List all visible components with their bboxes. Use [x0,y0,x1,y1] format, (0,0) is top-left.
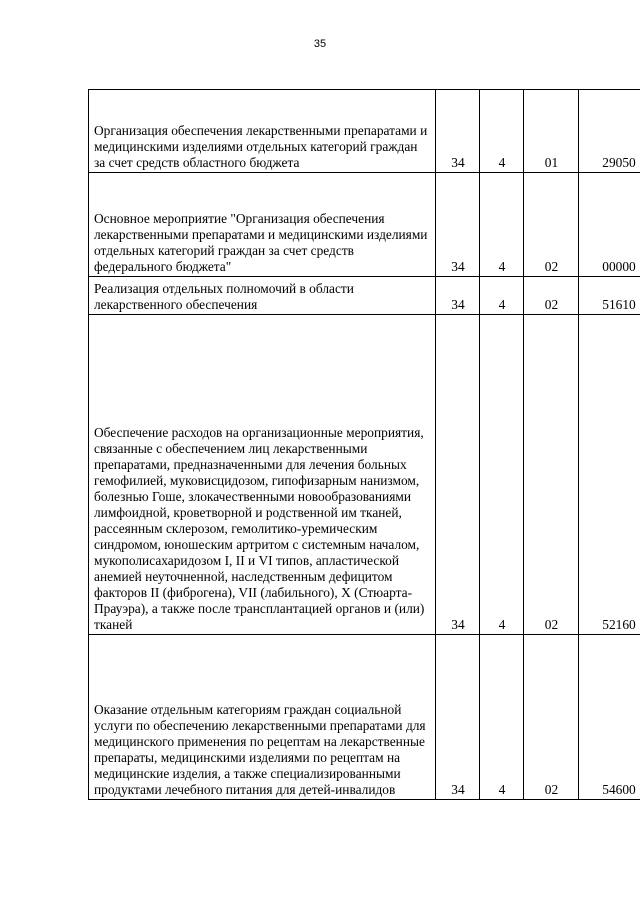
program-code-cell: 34 [436,315,480,635]
row-name: Оказание отдельным категориям граждан социальной услуги по обеспечению лекарственными препаратами для медицинского применения по рецептам на лекарственные препараты, медицинскими изделиями по рецептам на медицинские изделия, а также специализированными продуктами лечебного питания для детей-инвалидов [89,635,436,800]
direction-code-cell: 51610 [579,277,640,315]
subprogram-code-cell: 4 [480,173,524,277]
program-code-cell: 34 [436,173,480,277]
row-name: Организация обеспечения лекарственными препаратами и медицинскими изделиями отдельных категорий граждан за счет средств областного бюджета [89,90,436,173]
direction-code-cell: 00000 [579,173,640,277]
table-row [89,315,640,635]
table-row [89,173,640,277]
budget-classification-table [88,89,640,800]
subprogram-code-cell: 4 [480,315,524,635]
subprogram-code-cell: 4 [480,277,524,315]
event-code-cell: 02 [524,277,579,315]
page-number: 35 [313,38,327,50]
direction-code-cell: 52160 [579,315,640,635]
row-name: Обеспечение расходов на организационные мероприятия, связанные с обеспечением лиц лекарственными препаратами, предназначенными для лечения больных гемофилией, муковисцидозом, гипофизарным нанизмом, болезнью Гоше, злокачественными новообразованиями лимфоидной, кроветворной и родственной им тканей, рассеянным склерозом, гемолитико-уремическим синдромом, юношеским артритом с системным началом, мукополисахаридозом I, II и VI типов, апластической анемией неуточненной, наследственным дефицитом факторов II (фиброгена), VII (лабильного), X (Стюарта-Прауэра), а также после трансплантацией органов и (или) тканей [89,315,436,635]
direction-code-cell: 54600 [579,635,640,800]
program-code-cell: 34 [436,90,480,173]
event-code-cell: 01 [524,90,579,173]
row-name: Основное мероприятие "Организация обеспечения лекарственными препаратами и медицинскими изделиями отдельных категорий граждан за счет средств федерального бюджета" [89,173,436,277]
event-code-cell: 02 [524,173,579,277]
table-row [89,90,640,173]
table-row [89,277,640,315]
subprogram-code-cell: 4 [480,90,524,173]
program-code-cell: 34 [436,277,480,315]
program-code-cell: 34 [436,635,480,800]
subprogram-code-cell: 4 [480,635,524,800]
table-row [89,635,640,800]
row-name: Реализация отдельных полномочий в области лекарственного обеспечения [89,277,436,315]
event-code-cell: 02 [524,635,579,800]
event-code-cell: 02 [524,315,579,635]
direction-code-cell: 29050 [579,90,640,173]
